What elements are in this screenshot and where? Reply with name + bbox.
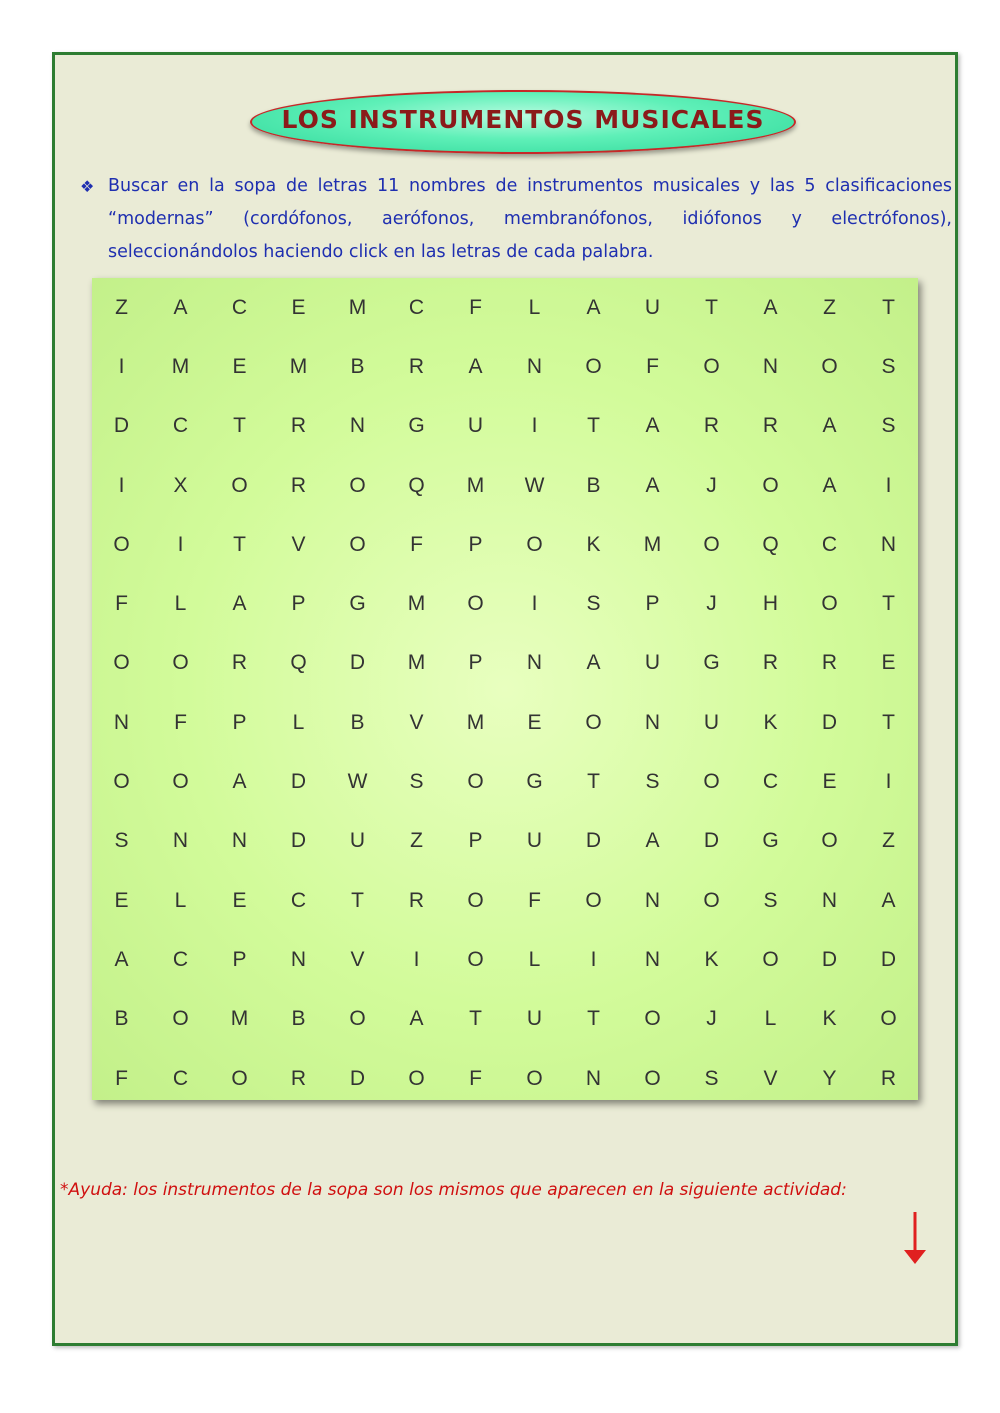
grid-letter-cell[interactable]: R [290,414,307,438]
grid-letter-cell[interactable]: O [821,592,838,616]
grid-letter-cell[interactable]: O [349,1007,366,1031]
grid-letter-cell[interactable]: M [407,651,426,675]
grid-letter-cell[interactable]: Z [115,295,128,319]
grid-letter-cell[interactable]: T [587,1007,600,1031]
grid-letter-cell[interactable]: O [703,532,720,556]
grid-letter-cell[interactable]: S [586,592,601,616]
grid-letter-cell[interactable]: A [586,651,601,675]
grid-letter-cell[interactable]: P [291,592,306,616]
grid-row [92,930,918,989]
grid-letter-cell[interactable]: W [347,770,368,794]
grid-letter-cell[interactable]: R [408,888,425,912]
grid-letter-cell[interactable]: D [821,710,838,734]
grid-letter-cell[interactable]: N [290,947,307,971]
grid-letter-cell[interactable]: N [644,947,661,971]
grid-letter-cell[interactable]: C [762,770,779,794]
grid-letter-cell[interactable]: I [885,473,892,497]
grid-letter-cell[interactable]: L [764,1007,777,1031]
grid-letter-cell[interactable]: B [586,473,601,497]
grid-letter-cell[interactable]: W [524,473,545,497]
grid-letter-cell[interactable]: D [703,829,720,853]
grid-letter-cell[interactable]: G [408,414,425,438]
grid-letter-cell[interactable]: M [289,354,308,378]
grid-letter-cell[interactable]: T [233,414,246,438]
grid-letter-cell[interactable]: C [290,888,307,912]
grid-letter-cell[interactable]: S [409,770,424,794]
grid-letter-cell[interactable]: D [290,770,307,794]
grid-letter-cell[interactable]: O [762,473,779,497]
grid-letter-cell[interactable]: Z [410,829,423,853]
grid-letter-cell[interactable]: J [706,473,717,497]
grid-letter-cell[interactable]: O [113,770,130,794]
grid-letter-cell[interactable]: N [349,414,366,438]
word-search-grid [92,278,918,1100]
grid-letter-cell[interactable]: U [703,710,720,734]
grid-letter-cell[interactable]: E [232,354,247,378]
grid-letter-cell[interactable]: V [409,710,424,734]
instruction-text: Buscar en la sopa de letras 11 nombres de instrumentos musicales y las 5 clasificaciones “modernas” (cordófonos, aerófonos, membranófonos, idiófonos y electrófonos), seleccionándolos haciendo click en las letras de cada palabra. [108,176,952,262]
grid-letter-cell[interactable]: D [585,829,602,853]
grid-letter-cell[interactable]: S [881,354,896,378]
grid-letter-cell[interactable]: T [882,592,895,616]
grid-letter-cell[interactable]: D [113,414,130,438]
grid-row [92,1049,918,1108]
grid-letter-cell[interactable]: U [467,414,484,438]
grid-row [92,634,918,693]
grid-letter-cell[interactable]: O [821,829,838,853]
grid-letter-cell[interactable]: A [114,947,129,971]
grid-letter-cell[interactable]: T [469,1007,482,1031]
grid-letter-cell[interactable]: T [587,770,600,794]
title-banner [250,90,796,154]
grid-letter-cell[interactable]: T [587,414,600,438]
hint-text: *Ayuda: los instrumentos de la sopa son los mismos que aparecen en la siguiente actividad: [60,1180,847,1200]
grid-letter-cell[interactable]: P [468,829,483,853]
grid-letter-cell[interactable]: P [645,592,660,616]
grid-letter-cell[interactable]: L [292,710,305,734]
grid-letter-cell[interactable]: R [408,354,425,378]
grid-letter-cell[interactable]: C [821,532,838,556]
grid-letter-cell[interactable]: U [526,829,543,853]
grid-letter-cell[interactable]: O [231,473,248,497]
grid-letter-cell[interactable]: M [466,473,485,497]
grid-row [92,812,918,871]
grid-letter-cell[interactable]: I [531,592,538,616]
grid-letter-cell[interactable]: D [349,1066,366,1090]
grid-letter-cell[interactable]: E [232,888,247,912]
grid-letter-cell[interactable]: I [413,947,420,971]
arrow-down-icon [900,1210,930,1266]
grid-letter-cell[interactable]: G [526,770,543,794]
grid-letter-cell[interactable]: F [469,295,482,319]
grid-letter-cell[interactable]: R [762,414,779,438]
grid-letter-cell[interactable]: N [231,829,248,853]
grid-letter-cell[interactable]: Q [290,651,307,675]
grid-letter-cell[interactable]: U [644,651,661,675]
grid-row [92,990,918,1049]
grid-row [92,752,918,811]
grid-letter-cell[interactable]: A [468,354,483,378]
grid-letter-cell[interactable]: I [118,473,125,497]
grid-letter-cell[interactable]: T [882,295,895,319]
grid-letter-cell[interactable]: L [528,947,541,971]
grid-row [92,515,918,574]
grid-letter-cell[interactable]: Q [408,473,425,497]
grid-letter-cell[interactable]: A [232,592,247,616]
grid-row [92,574,918,633]
grid-letter-cell[interactable]: N [526,354,543,378]
page-title: LOS INSTRUMENTOS MUSICALES [281,105,765,134]
grid-letter-cell[interactable]: O [467,888,484,912]
grid-letter-cell[interactable]: E [527,710,542,734]
grid-letter-cell[interactable]: O [585,354,602,378]
grid-letter-cell[interactable]: M [643,532,662,556]
grid-letter-cell[interactable]: B [350,710,365,734]
grid-row [92,278,918,337]
grid-letter-cell[interactable]: R [821,651,838,675]
grid-letter-cell[interactable]: R [290,473,307,497]
grid-letter-cell[interactable]: R [762,651,779,675]
grid-letter-cell[interactable]: M [171,354,190,378]
grid-letter-cell[interactable]: C [408,295,425,319]
grid-letter-cell[interactable]: X [173,473,188,497]
grid-letter-cell[interactable]: K [763,710,778,734]
grid-letter-cell[interactable]: O [585,710,602,734]
grid-letter-cell[interactable]: L [528,295,541,319]
grid-letter-cell[interactable]: T [351,888,364,912]
diamond-bullet-icon: ❖ [80,177,95,196]
grid-letter-cell[interactable]: O [113,532,130,556]
grid-letter-cell[interactable]: A [881,888,896,912]
grid-letter-cell[interactable]: G [762,829,779,853]
grid-letter-cell[interactable]: O [408,1066,425,1090]
grid-letter-cell[interactable]: B [350,354,365,378]
grid-letter-cell[interactable]: U [349,829,366,853]
grid-letter-cell[interactable]: H [762,592,779,616]
grid-letter-cell[interactable]: N [585,1066,602,1090]
grid-letter-cell[interactable]: O [526,1066,543,1090]
grid-letter-cell[interactable]: N [526,651,543,675]
grid-letter-cell[interactable]: O [526,532,543,556]
grid-letter-cell[interactable]: K [586,532,601,556]
grid-letter-cell[interactable]: D [880,947,897,971]
grid-letter-cell[interactable]: D [821,947,838,971]
grid-letter-cell[interactable]: S [881,414,896,438]
grid-letter-cell[interactable]: S [114,829,129,853]
grid-letter-cell[interactable]: G [349,592,366,616]
grid-row [92,397,918,456]
grid-letter-cell[interactable]: K [704,947,719,971]
grid-letter-cell[interactable]: O [585,888,602,912]
grid-letter-cell[interactable]: N [644,710,661,734]
grid-letter-cell[interactable]: F [115,592,128,616]
grid-letter-cell[interactable]: M [348,295,367,319]
grid-letter-cell[interactable]: F [469,1066,482,1090]
grid-letter-cell[interactable]: A [822,473,837,497]
grid-letter-cell[interactable]: C [172,414,189,438]
grid-letter-cell[interactable]: O [703,354,720,378]
grid-letter-cell[interactable]: P [468,532,483,556]
grid-letter-cell[interactable]: B [114,1007,129,1031]
grid-letter-cell[interactable]: N [644,888,661,912]
grid-letter-cell[interactable]: A [822,414,837,438]
grid-row [92,337,918,396]
grid-letter-cell[interactable]: R [231,651,248,675]
grid-letter-cell[interactable]: E [291,295,306,319]
grid-letter-cell[interactable]: S [704,1066,719,1090]
grid-letter-cell[interactable]: P [232,947,247,971]
grid-letter-cell[interactable]: O [113,651,130,675]
grid-letter-cell[interactable]: Z [823,295,836,319]
grid-letter-cell[interactable]: P [468,651,483,675]
grid-letter-cell[interactable]: I [118,354,125,378]
grid-letter-cell[interactable]: K [822,1007,837,1031]
grid-letter-cell[interactable]: O [880,1007,897,1031]
grid-letter-cell[interactable]: F [174,710,187,734]
grid-letter-cell[interactable]: A [645,473,660,497]
grid-letter-cell[interactable]: P [232,710,247,734]
grid-letter-cell[interactable]: S [645,770,660,794]
grid-letter-cell[interactable]: M [230,1007,249,1031]
grid-letter-cell[interactable]: V [291,532,306,556]
grid-letter-cell[interactable]: F [115,1066,128,1090]
grid-letter-cell[interactable]: O [644,1007,661,1031]
grid-letter-cell[interactable]: L [174,888,187,912]
grid-letter-cell[interactable]: J [706,1007,717,1031]
grid-letter-cell[interactable]: O [231,1066,248,1090]
grid-letter-cell[interactable]: O [172,770,189,794]
grid-letter-cell[interactable]: I [885,770,892,794]
grid-row [92,693,918,752]
grid-letter-cell[interactable]: I [177,532,184,556]
grid-letter-cell[interactable]: A [409,1007,424,1031]
grid-letter-cell[interactable]: O [467,592,484,616]
grid-letter-cell[interactable]: Y [822,1066,837,1090]
grid-letter-cell[interactable]: V [350,947,365,971]
grid-letter-cell[interactable]: O [172,1007,189,1031]
grid-letter-cell[interactable]: N [821,888,838,912]
grid-letter-cell[interactable]: Q [762,532,779,556]
grid-letter-cell[interactable]: D [290,829,307,853]
grid-letter-cell[interactable]: F [646,354,659,378]
grid-letter-cell[interactable]: A [645,414,660,438]
grid-letter-cell[interactable]: O [703,888,720,912]
grid-letter-cell[interactable]: O [821,354,838,378]
grid-letter-cell[interactable]: B [291,1007,306,1031]
grid-letter-cell[interactable]: R [880,1066,897,1090]
grid-row [92,456,918,515]
grid-letter-cell[interactable]: R [703,414,720,438]
grid-row [92,871,918,930]
grid-letter-cell[interactable]: C [231,295,248,319]
grid-letter-cell[interactable]: E [114,888,129,912]
grid-letter-cell[interactable]: G [703,651,720,675]
word-search-table [92,278,918,1108]
grid-letter-cell[interactable]: M [466,710,485,734]
grid-letter-cell[interactable]: E [881,651,896,675]
grid-letter-cell[interactable]: F [410,532,423,556]
grid-letter-cell[interactable]: N [880,532,897,556]
grid-letter-cell[interactable]: C [172,947,189,971]
grid-letter-cell[interactable]: I [590,947,597,971]
grid-letter-cell[interactable]: O [172,651,189,675]
grid-letter-cell[interactable]: T [882,710,895,734]
grid-letter-cell[interactable]: E [822,770,837,794]
grid-letter-cell[interactable]: D [349,651,366,675]
grid-letter-cell[interactable]: I [531,414,538,438]
grid-letter-cell[interactable]: T [705,295,718,319]
grid-letter-cell[interactable]: L [174,592,187,616]
grid-letter-cell[interactable]: N [113,710,130,734]
grid-letter-cell[interactable]: R [290,1066,307,1090]
grid-letter-cell[interactable]: A [586,295,601,319]
grid-letter-cell[interactable]: A [173,295,188,319]
grid-letter-cell[interactable]: O [467,770,484,794]
grid-letter-cell[interactable]: N [172,829,189,853]
grid-letter-cell[interactable]: T [233,532,246,556]
grid-letter-cell[interactable]: O [349,473,366,497]
grid-letter-cell[interactable]: V [763,1066,778,1090]
grid-letter-cell[interactable]: O [349,532,366,556]
grid-letter-cell[interactable]: Z [882,829,895,853]
instruction-block [80,170,952,269]
grid-letter-cell[interactable]: J [706,592,717,616]
grid-letter-cell[interactable]: U [526,1007,543,1031]
grid-letter-cell[interactable]: A [232,770,247,794]
grid-letter-cell[interactable]: A [645,829,660,853]
grid-letter-cell[interactable]: S [763,888,778,912]
grid-letter-cell[interactable]: O [703,770,720,794]
grid-letter-cell[interactable]: O [467,947,484,971]
grid-letter-cell[interactable]: N [762,354,779,378]
grid-letter-cell[interactable]: M [407,592,426,616]
grid-letter-cell[interactable]: O [644,1066,661,1090]
grid-letter-cell[interactable]: F [528,888,541,912]
grid-letter-cell[interactable]: A [763,295,778,319]
grid-letter-cell[interactable]: O [762,947,779,971]
grid-letter-cell[interactable]: U [644,295,661,319]
grid-letter-cell[interactable]: C [172,1066,189,1090]
